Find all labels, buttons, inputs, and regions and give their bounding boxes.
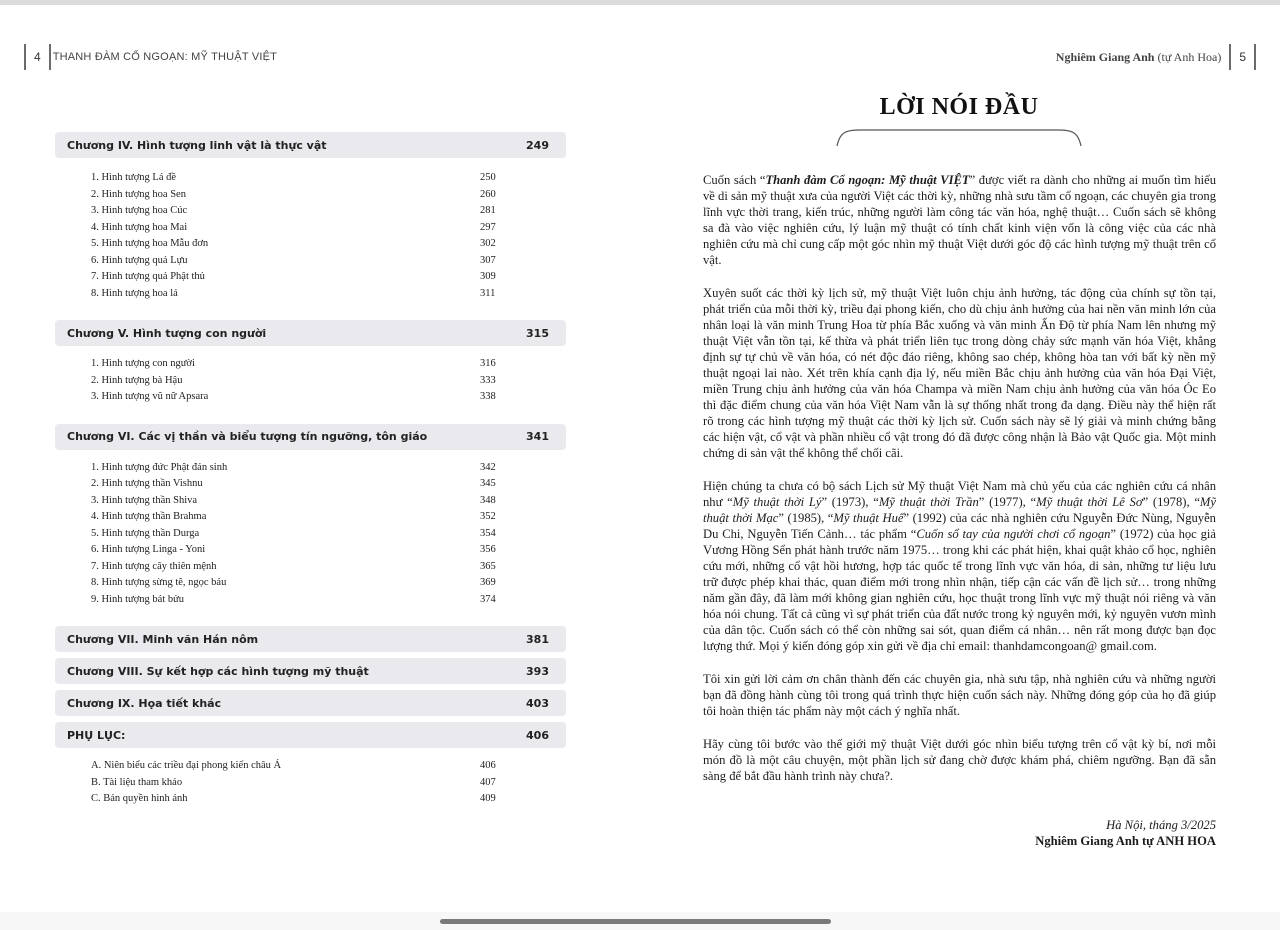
toc-chapter-title: PHỤ LỤC:: [67, 728, 126, 742]
author-alias: (tự Anh Hoa): [1157, 49, 1222, 64]
toc-chapter[interactable]: [55, 424, 566, 450]
toc-entry-label: 1. Hình tượng Lá đề: [91, 172, 177, 183]
toc-entry[interactable]: [91, 356, 510, 373]
toc-chapter-page: 406: [526, 728, 549, 742]
toc-entry-list: [55, 758, 566, 808]
preface-paragraph: Cuốn sách “Thanh đàm Cổ ngoạn: Mỹ thuật VIỆT” được viết ra dành cho những ai muốn tìm hiểu về di sản mỹ thuật xưa của người Việt các thời kỳ, những nhà sưu tầm cổ ngoạn, các chuyên gia trong lĩnh vực thời trang, kiến trúc, những người làm công tác văn hóa, nghệ thuật… Cuốn sách sẽ không sa đà vào việc nghiên cứu, lý luận mỹ thuật có tính chất kinh viện vốn là công việc của các nhà nghiên cứu mà chỉ cung cấp một góc nhìn mỹ thuật Việt dưới góc độ các hình tượng mỹ thuật trên cổ vật.: [703, 173, 1217, 267]
toc-entry-page: 345: [480, 478, 496, 489]
toc-entry-page: 302: [480, 238, 496, 249]
toc-entry-label: 5. Hình tượng thần Durga: [91, 527, 200, 539]
toc-entry[interactable]: [91, 170, 510, 187]
toc-entry[interactable]: [91, 592, 510, 609]
toc-entry[interactable]: [91, 509, 510, 526]
toc-entry-page: 338: [480, 391, 496, 402]
toc-chapter[interactable]: [55, 722, 566, 748]
toc-entry[interactable]: [91, 236, 510, 253]
toc-entry[interactable]: [91, 775, 510, 792]
toc-entry-label: 3. Hình tượng vũ nữ Apsara: [91, 391, 209, 402]
toc-entry-list: [55, 356, 566, 406]
toc-chapter-page: 381: [526, 632, 549, 646]
preface-body: [703, 172, 1216, 801]
toc-entry[interactable]: [91, 269, 510, 286]
toc-entry-page: 352: [480, 511, 496, 522]
toc-chapter-page: 403: [526, 696, 549, 710]
toc-entry-label: 8. Hình tượng sừng tê, ngọc báu: [91, 577, 227, 588]
toc-entry-label: B. Tài liệu tham khảo: [91, 776, 183, 788]
top-edge: [0, 0, 1280, 5]
toc-entry-page: 297: [480, 221, 496, 233]
toc-chapter-title: Chương VII. Minh văn Hán nôm: [67, 632, 259, 646]
right-page-header: [1056, 44, 1256, 70]
toc-entry-page: 406: [480, 760, 496, 771]
signature-place-date: Hà Nội, tháng 3/2025: [1106, 818, 1216, 832]
preface-paragraph: Hiện chúng ta chưa có bộ sách Lịch sử Mỹ thuật Việt Nam mà chủ yếu của các nghiên cứu cá nhân như “Mỹ thuật thời Lý” (1973), “Mỹ thuật thời Trần” (1977), “Mỹ thuật thời Lê Sơ” (1978), “Mỹ thuật thời Mạc” (1985), “Mỹ thuật Huế” (1992) của các nhà nghiên cứu Nguyễn Đức Nùng, Nguyễn Du Chi, Nguyễn Tiến Cảnh… tác phẩm “Cuốn sổ tay của người chơi cổ ngoạn” (1972) của học giả Vương Hồng Sển phát hành trước năm 1975… trong khi các phát hiện, khai quật khảo cổ học, nghiên cứu mới, những cổ vật hồi hương, hợp tác quốc tế trong lĩnh vực văn hóa, di sản, những tư liệu lưu trữ được phép khai thác, quan điểm mới trong nhìn nhận, tiếp cận các vấn đề lịch sử… trong những năm gần đây, đã làm mới không gian nghiên cứu, học thuật trong lĩnh vực mỹ thuật nói riêng và văn hóa nói chung. Tất cả cũng vì sự phát triển của đất nước trong kỷ nguyên mới, kỷ nguyên vươn mình của dân tộc. Cuốn sách có thể còn những sai sót, quan điểm cá nhân… nên rất mong được bạn đọc lượng thứ. Mọi ý kiến đóng góp xin gửi về địa chỉ email: thanhdamcongoan@ gmail.com.: [703, 479, 1217, 653]
toc-entry-page: 250: [480, 172, 496, 183]
toc-entry-label: 4. Hình tượng hoa Mai: [91, 221, 188, 233]
toc-entry-page: 307: [480, 254, 496, 266]
toc-entry-page: 342: [480, 461, 496, 473]
toc-entry-label: 6. Hình tượng Linga - Yoni: [91, 544, 206, 555]
book-title-header: THANH ĐÀM CỔ NGOẠN: MỸ THUẬT VIỆT: [52, 51, 278, 63]
toc-chapter[interactable]: [55, 658, 566, 684]
title-ornament: [836, 128, 1082, 148]
toc-entry-page: 409: [480, 793, 496, 804]
toc-chapter-page: 393: [526, 664, 549, 678]
toc-entry-page: 369: [480, 577, 496, 588]
toc-entry[interactable]: [91, 559, 510, 576]
toc-chapter[interactable]: [55, 626, 566, 652]
toc-entry-label: A. Niên biểu các triều đại phong kiến châu Á: [91, 760, 282, 771]
toc-chapter-page: 315: [526, 326, 549, 340]
horizontal-scrollbar[interactable]: [440, 919, 831, 924]
toc-chapter-title: Chương V. Hình tượng con người: [67, 326, 267, 340]
toc-entry-label: 1. Hình tượng đức Phật đản sinh: [91, 461, 228, 473]
toc-entry[interactable]: [91, 575, 510, 592]
toc-entry[interactable]: [91, 542, 510, 559]
toc-entry-page: 309: [480, 271, 496, 282]
preface-paragraph: Tôi xin gửi lời cảm ơn chân thành đến các chuyên gia, nhà sưu tập, nhà nghiên cứu và những người bạn đã đồng hành cùng tôi trong quá trình thực hiện cuốn sách này. Những đóng góp của họ đã giúp tôi hoàn thiện tác phẩm này một cách ý nghĩa nhất.: [703, 672, 1216, 718]
toc-entry-label: 7. Hình tượng cây thiên mệnh: [91, 560, 217, 572]
toc-entry[interactable]: [91, 286, 510, 303]
toc-entry-page: 356: [480, 544, 496, 555]
toc-chapter-title: Chương VI. Các vị thần và biểu tượng tín ngưỡng, tôn giáo: [67, 430, 428, 443]
toc-entry[interactable]: [91, 253, 510, 270]
toc-entry[interactable]: [91, 187, 510, 204]
toc-entry-page: 311: [480, 287, 496, 299]
toc-entry[interactable]: [91, 476, 510, 493]
toc-entry-page: 316: [480, 358, 496, 369]
toc-entry[interactable]: [91, 203, 510, 220]
left-page-number: 4: [34, 50, 41, 64]
toc-entry-label: 7. Hình tượng quả Phật thủ: [91, 271, 205, 282]
table-of-contents: [55, 132, 566, 808]
toc-entry-label: 9. Hình tượng bát bửu: [91, 593, 185, 605]
toc-entry-label: 2. Hình tượng thần Vishnu: [91, 478, 203, 489]
toc-chapter-title: Chương IV. Hình tượng linh vật là thực vật: [67, 138, 327, 152]
toc-entry-label: 2. Hình tượng bà Hậu: [91, 374, 183, 386]
toc-entry-label: 5. Hình tượng hoa Mẫu đơn: [91, 238, 209, 249]
toc-entry-label: 2. Hình tượng hoa Sen: [91, 188, 186, 200]
toc-entry-label: 6. Hình tượng quả Lựu: [91, 254, 188, 266]
toc-chapter-page: 341: [526, 430, 549, 443]
toc-entry[interactable]: [91, 791, 510, 808]
toc-entry-list: [55, 460, 566, 609]
toc-entry[interactable]: [91, 373, 510, 390]
toc-entry-page: 281: [480, 205, 496, 216]
toc-entry-label: 3. Hình tượng thần Shiva: [91, 494, 198, 506]
preface-paragraph: Hãy cùng tôi bước vào thế giới mỹ thuật Việt dưới góc nhìn biểu tượng trên cổ vật kỳ bí, nơi mỗi món đồ là một câu chuyện, một phần lịch sử đang chờ được khám phá, chiêm ngưỡng. Bạn đã sẵn sàng để bắt đầu hành trình này chưa?.: [703, 737, 1216, 783]
toc-entry-label: 3. Hình tượng hoa Cúc: [91, 205, 188, 216]
preface-title: LỜI NÓI ĐẦU: [879, 94, 1039, 120]
left-page-header: [24, 44, 277, 70]
toc-chapter-title: Chương IX. Họa tiết khác: [67, 696, 222, 710]
toc-entry[interactable]: [91, 460, 510, 477]
toc-entry-label: 8. Hình tượng hoa lá: [91, 287, 178, 299]
toc-entry-page: 354: [480, 527, 496, 539]
toc-entry[interactable]: [91, 220, 510, 237]
signature-block: [1035, 817, 1216, 849]
author-header: [1056, 50, 1230, 65]
toc-entry[interactable]: [91, 493, 510, 510]
toc-chapter-page: 249: [526, 138, 549, 152]
toc-entry-label: 4. Hình tượng thần Brahma: [91, 511, 207, 522]
toc-chapter[interactable]: [55, 132, 566, 158]
author-name: Nghiêm Giang Anh: [1055, 49, 1155, 64]
toc-chapter[interactable]: [55, 320, 566, 346]
toc-entry-page: 365: [480, 560, 496, 572]
toc-chapter-title: Chương VIII. Sự kết hợp các hình tượng mỹ thuật: [67, 664, 369, 678]
toc-entry-label: C. Bản quyền hình ảnh: [91, 793, 188, 804]
toc-entry-page: 260: [480, 188, 496, 200]
book-title-inline: Thanh đàm Cổ ngoạn: Mỹ thuật VIỆT: [765, 173, 970, 187]
toc-entry-page: 333: [480, 374, 496, 386]
toc-entry[interactable]: [91, 758, 510, 775]
signature-name: Nghiêm Giang Anh tự ANH HOA: [1035, 834, 1216, 848]
toc-entry-page: 407: [480, 776, 496, 788]
right-page-number: 5: [1239, 50, 1246, 64]
preface-paragraph: Xuyên suốt các thời kỳ lịch sử, mỹ thuật Việt luôn chịu ảnh hưởng, tác động của chính sự tồn tại, phát triển của mỗi thời kỳ, triều đại phong kiến, cho dù chịu ảnh hưởng của hai nền văn minh lớn của nhân loại là văn minh Trung Hoa từ phía Bắc xuống và văn minh Ấn Độ từ phía Nam lên nhưng mỹ thuật Việt vẫn tồn tại, kế thừa và phát triển liên tục trong dòng chảy sức mạnh văn hóa Việt, khẳng định sự tự chủ về văn hóa, có nét độc đáo riêng, không sao chép, không hòa tan với bất kỳ nền mỹ thuật ngoại lai nào. Xét trên khía cạnh địa lý, nếu miền Bắc chịu ảnh hưởng của văn hóa Đại Việt, miền Trung chịu ảnh hưởng của văn hóa Champa và miền Nam chịu ảnh hưởng của văn hóa Óc Eo thì đặc điểm chung của văn hóa Việt Nam vẫn là sự thống nhất trong đa dạng. Điều này thể hiện rất rõ trong các hình tượng mỹ thuật các thời kỳ lịch sử. Cuốn sách này sẽ lý giải và minh chứng bằng các hiện vật, cổ vật và phần nhiều cổ vật trong đó đã được công nhận là Bảo vật Quốc gia. Một minh chứng di sản vật thể không thể chối cãi.: [703, 286, 1216, 460]
header-rule: [1254, 44, 1256, 70]
toc-entry-page: 374: [480, 593, 496, 605]
toc-entry-label: 1. Hình tượng con người: [91, 358, 195, 369]
toc-entry-list: [55, 170, 566, 302]
toc-entry-page: 348: [480, 494, 496, 506]
toc-entry[interactable]: [91, 526, 510, 543]
toc-chapter[interactable]: [55, 690, 566, 716]
toc-entry[interactable]: [91, 389, 510, 406]
